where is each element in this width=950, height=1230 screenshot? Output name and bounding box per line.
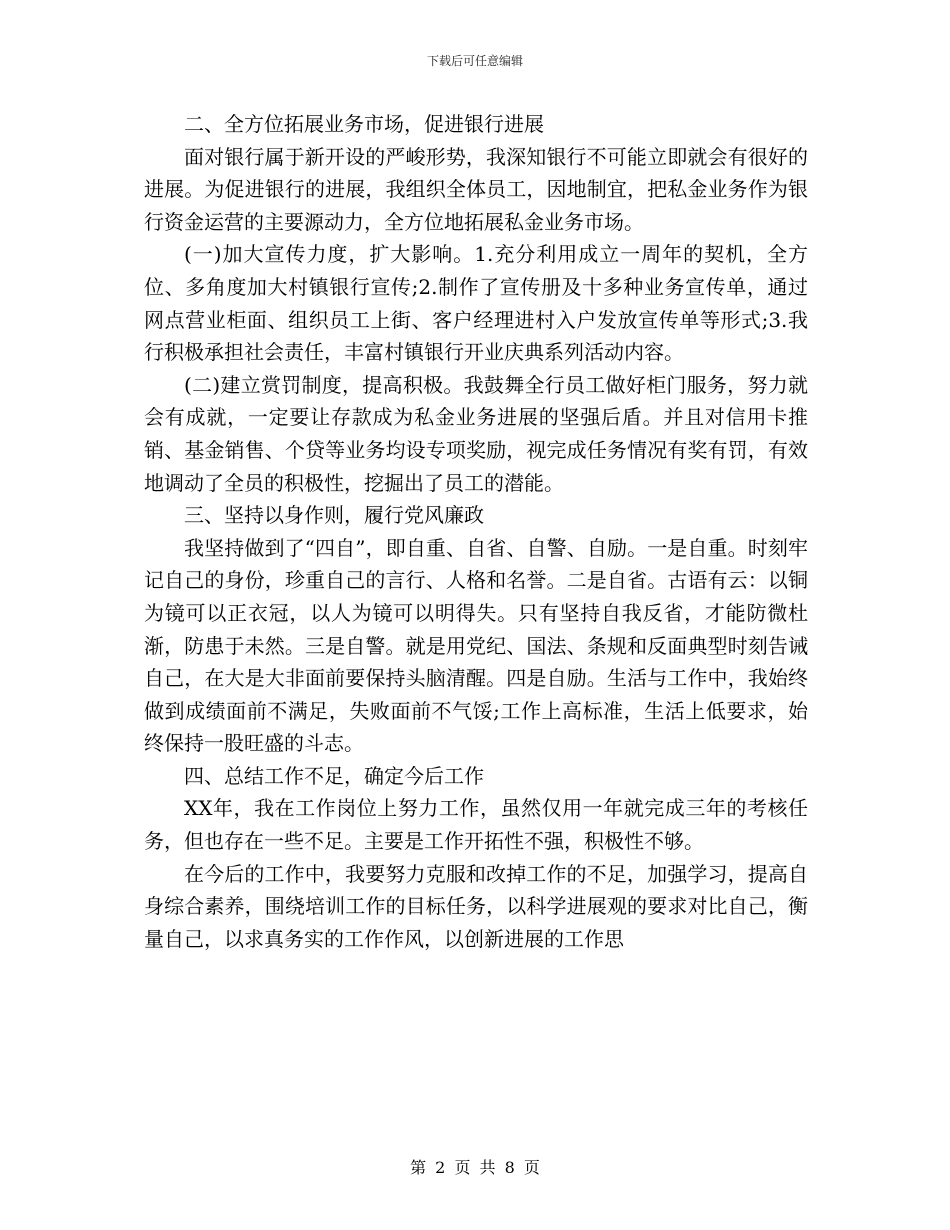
paragraph: 面对银行属于新开设的严峻形势，我深知银行不可能立即就会有很好的进展。为促进银行的进展，我组织全体员工，因地制宜，把私金业务作为银行资金运营的主要源动力，全方位地拓展私金业务市场。 [144,144,808,234]
paragraph: 我坚持做到了“四自”，即自重、自省、自警、自励。一是自重。时刻牢记自己的身份，珍重自己的言行、人格和名誉。二是自省。古语有云：以铜为镜可以正衣冠，以人为镜可以明得失。只有坚持自我反省，才能防微杜渐，防患于未然。三是自警。就是用党纪、国法、条规和反面典型时刻告诫自己，在大是大非面前要保持头脑清醒。四是自励。生活与工作中，我始终做到成绩面前不满足，失败面前不气馁;工作上高标准，生活上低要求，始终保持一股旺盛的斗志。 [144,535,808,756]
paragraph: 在今后的工作中，我要努力克服和改掉工作的不足，加强学习，提高自身综合素养，围绕培训工作的目标任务，以科学进展观的要求对比自己，衡量自己，以求真务实的工作作风，以创新进展的工作思 [144,861,808,951]
page-number: 第 2 页 共 8 页 [410,1158,540,1177]
page-header: 下载后可任意编辑 [426,54,523,68]
section-heading-4: 四、总结工作不足，确定今后工作 [184,763,484,788]
document-body [144,108,808,955]
section-heading-3: 三、坚持以身作则，履行党风廉政 [184,503,484,528]
section-heading-2: 二、全方位拓展业务市场，促进银行进展 [184,112,544,136]
paragraph: (一)加大宣传力度，扩大影响。1.充分利用成立一周年的契机，全方位、多角度加大村镇银行宣传;2.制作了宣传册及十多种业务宣传单，通过网点营业柜面、组织员工上街、客户经理进村入户发放宣传单等形式;3.我行积极承担社会责任，丰富村镇银行开业庆典系列活动内容。 [144,242,808,365]
paragraph: (二)建立赏罚制度，提高积极。我鼓舞全行员工做好柜门服务，努力就会有成就，一定要让存款成为私金业务进展的坚强后盾。并且对信用卡推销、基金销售、个贷等业务均设专项奖励，视完成任务情况有奖有罚，有效地调动了全员的积极性，挖掘出了员工的潜能。 [144,372,808,495]
paragraph: XX年，我在工作岗位上努力工作，虽然仅用一年就完成三年的考核任务，但也存在一些不足。主要是工作开拓性不强，积极性不够。 [144,796,808,854]
